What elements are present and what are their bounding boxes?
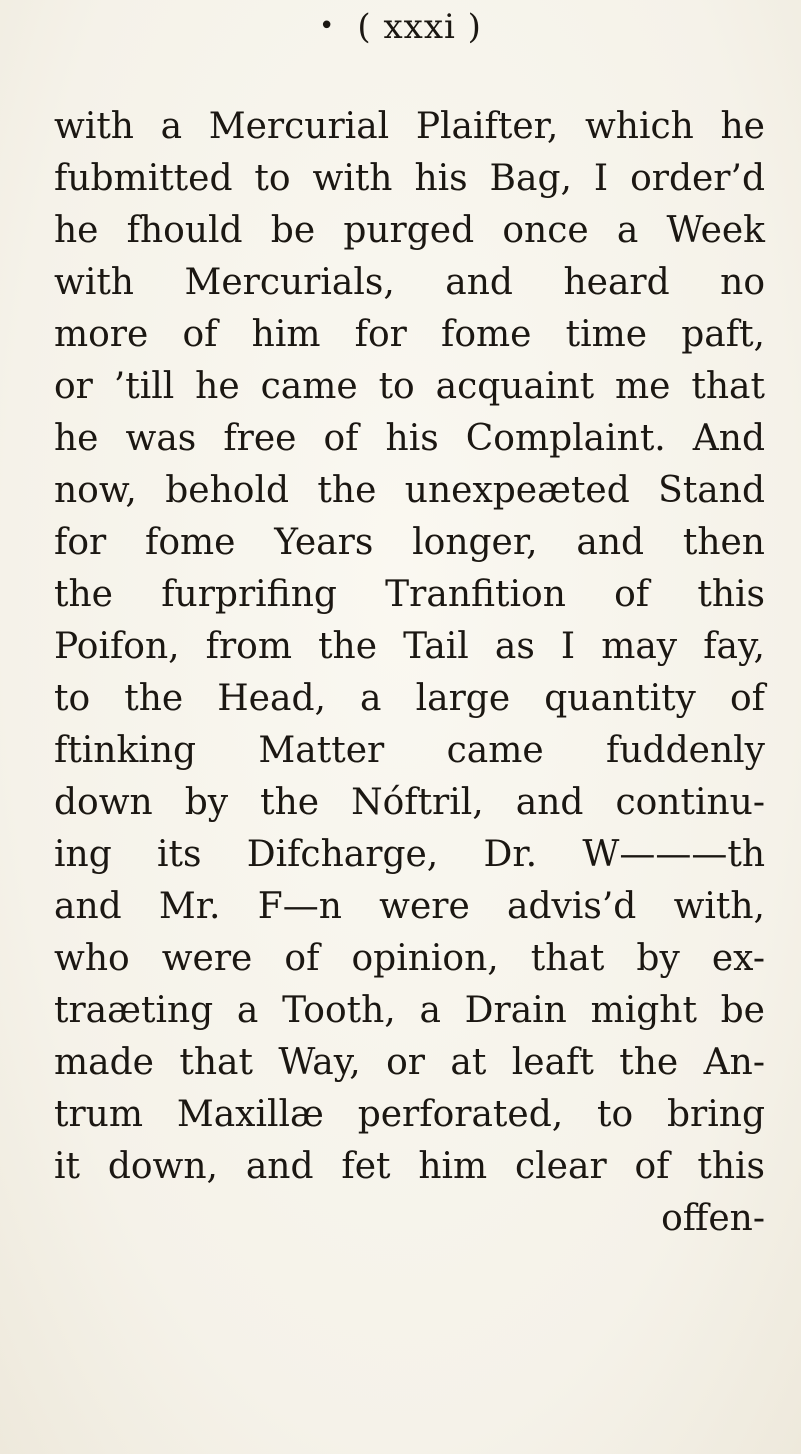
text-line: Poifon, from the Tail as I may fay,	[54, 626, 765, 667]
text-line: he fhould be purged once a Week	[54, 210, 765, 251]
text-line: he was free of his Complaint. And	[54, 418, 765, 459]
page-number: ( xxxi )	[357, 7, 482, 47]
text-line: traæting a Tooth, a Drain might be	[54, 990, 765, 1031]
text-line: to the Head, a large quantity of	[54, 678, 765, 719]
text-line: for fome Years longer, and then	[54, 522, 765, 563]
text-line: who were of opinion, that by ex-	[54, 938, 765, 979]
text-line: and Mr. F—n were advis’d with,	[54, 886, 765, 927]
text-line: trum Maxillæ perforated, to bring	[54, 1094, 765, 1135]
text-line: made that Way, or at leaft the An-	[54, 1042, 765, 1083]
text-line: or ’till he came to acquaint me that	[54, 366, 765, 407]
text-line: ing its Difcharge, Dr. W———th	[54, 834, 765, 875]
header-dot: •	[319, 11, 336, 41]
text-line: with Mercurials, and heard no	[54, 262, 765, 303]
text-line: now, behold the unexpeæted Stand	[54, 470, 765, 511]
text-line: fubmitted to with his Bag, I order’d	[54, 158, 765, 199]
text-line: more of him for fome time paft,	[54, 314, 765, 355]
text-line: it down, and fet him clear of this	[54, 1146, 765, 1187]
catchword: offen-	[661, 1198, 765, 1239]
text-line: down by the Nóftril, and continu-	[54, 782, 765, 823]
text-line: with a Mercurial Plaifter, which he	[54, 106, 765, 147]
page-header	[0, 2, 801, 55]
text-line: the furprifing Tranfition of this	[54, 574, 765, 615]
text-line: ftinking Matter came fuddenly	[54, 730, 765, 771]
